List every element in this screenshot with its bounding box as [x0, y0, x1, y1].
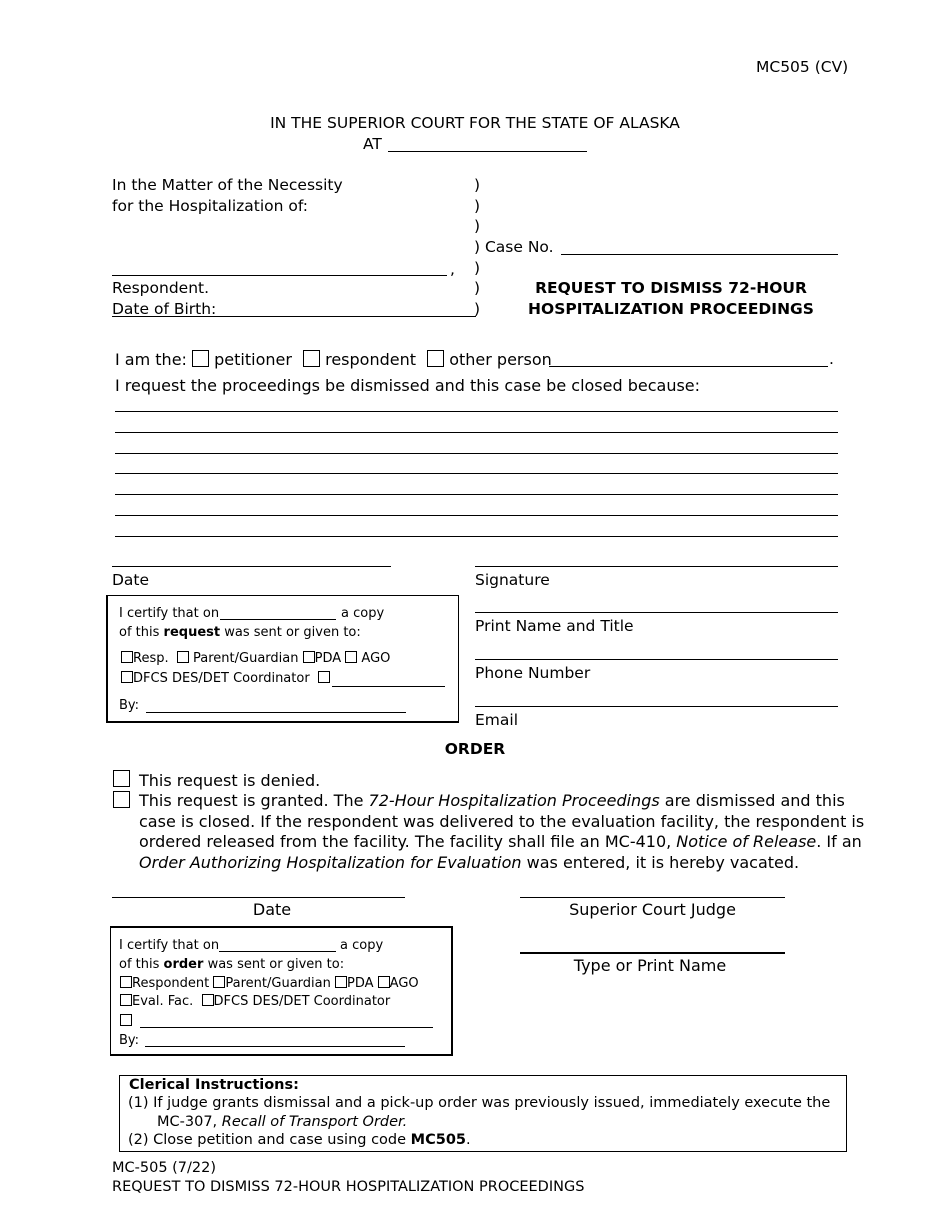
pda-checkbox[interactable]	[303, 651, 315, 663]
by-label: By:	[119, 698, 140, 713]
reason-line[interactable]	[115, 494, 838, 495]
other-recipient-checkbox[interactable]	[318, 671, 330, 683]
other-person-checkbox[interactable]	[427, 350, 444, 367]
i-am-row	[115, 350, 552, 369]
other-recipient-field[interactable]	[332, 686, 445, 687]
period: .	[829, 350, 834, 368]
phone-label: Phone Number	[475, 664, 591, 682]
paren: )	[474, 197, 481, 215]
granted-checkbox[interactable]	[113, 791, 130, 808]
pda-label: PDA	[314, 651, 342, 666]
respondent-option-label: respondent	[325, 350, 417, 369]
granted-text: ordered released from the facility. The facility shall file an MC-410,	[139, 832, 677, 852]
reason-intro: I request the proceedings be dismissed and this case be closed because:	[115, 376, 701, 395]
certify-text: I certify that on	[119, 606, 220, 621]
granted-text: was entered, it is hereby vacated.	[521, 852, 800, 872]
eval-fac-checkbox[interactable]	[120, 994, 132, 1006]
reason-line[interactable]	[115, 473, 838, 474]
paren: )	[474, 300, 481, 318]
reason-line[interactable]	[115, 536, 838, 537]
by-field[interactable]	[145, 1046, 405, 1047]
i-am-label: I am the:	[115, 350, 187, 369]
judge-signature-field[interactable]	[520, 897, 785, 898]
document-title-line1: REQUEST TO DISMISS 72-HOUR	[535, 279, 807, 297]
eval-fac-label: Eval. Fac.	[132, 994, 194, 1009]
email-label: Email	[475, 711, 519, 729]
clerical-text: (2) Close petition and case using code	[128, 1132, 411, 1148]
by-label: By:	[119, 1033, 140, 1048]
resp-checkbox[interactable]	[121, 651, 133, 663]
pda-checkbox[interactable]	[335, 976, 347, 988]
granted-text-italic: Order Authorizing Hospitalization for Evaluation	[139, 852, 522, 872]
matter-line1: In the Matter of the Necessity	[112, 176, 343, 194]
clerical-instructions-box	[119, 1075, 847, 1152]
respondent-name-field[interactable]	[112, 275, 447, 276]
clerical-text-italic: Recall of Transport Order.	[221, 1114, 408, 1130]
parent-label: Parent/Guardian	[193, 651, 299, 666]
paren: )	[474, 259, 481, 277]
certify-text: was sent or given to:	[207, 957, 345, 972]
certify-copy-text: a copy	[341, 606, 385, 621]
signature-label: Signature	[475, 571, 550, 589]
other-person-label: other person	[449, 350, 552, 369]
dfcs-checkbox[interactable]	[121, 671, 133, 683]
clerical-text: MC-307,	[157, 1114, 222, 1130]
respondent-label: Respondent.	[112, 279, 210, 297]
phone-field[interactable]	[475, 659, 838, 660]
ago-label: AGO	[389, 976, 419, 991]
clerical-heading: Clerical Instructions:	[129, 1077, 299, 1093]
clerical-item2	[128, 1132, 471, 1148]
resp-label: Resp.	[133, 651, 169, 666]
granted-text-italic: 72-Hour Hospitalization Proceedings	[368, 791, 660, 810]
dob-field[interactable]	[112, 316, 476, 317]
footer-form-code: MC-505 (7/22)	[112, 1160, 217, 1176]
matter-line2: for the Hospitalization of:	[112, 197, 309, 215]
granted-text: This request is granted. The	[139, 791, 369, 810]
judge-name-field[interactable]	[520, 952, 785, 954]
granted-text: . If an	[816, 832, 862, 852]
reason-line[interactable]	[115, 515, 838, 516]
comma: ,	[450, 260, 455, 278]
paren: )	[474, 176, 481, 194]
ago-checkbox[interactable]	[378, 976, 390, 988]
clerical-text: .	[466, 1132, 471, 1148]
certify-request-box	[106, 595, 459, 723]
document-title-line2: HOSPITALIZATION PROCEEDINGS	[528, 300, 814, 318]
court-title: IN THE SUPERIOR COURT FOR THE STATE OF ALASKA	[270, 114, 680, 132]
other-person-field[interactable]	[549, 366, 828, 367]
print-name-label: Print Name and Title	[475, 617, 634, 635]
granted-text-italic: Notice of Release	[676, 832, 817, 852]
certify-copy-text: a copy	[340, 938, 384, 953]
judge-name-label: Type or Print Name	[573, 956, 727, 975]
reason-line[interactable]	[115, 432, 838, 433]
request-date-field[interactable]	[112, 566, 391, 567]
parent-checkbox[interactable]	[177, 651, 189, 663]
signature-field[interactable]	[475, 566, 838, 567]
certify-order-box	[110, 926, 453, 1056]
form-code: MC505 (CV)	[756, 58, 849, 76]
case-no-label: ) Case No.	[474, 238, 554, 256]
parent-label: Parent/Guardian	[225, 976, 331, 991]
clerical-item1: (1) If judge grants dismissal and a pick-up order was previously issued, immediately execute the	[128, 1095, 831, 1111]
other-recipient-field[interactable]	[140, 1027, 433, 1028]
reason-line[interactable]	[115, 411, 838, 412]
denied-checkbox[interactable]	[113, 770, 130, 787]
judge-label: Superior Court Judge	[569, 900, 736, 919]
other-recipient-checkbox[interactable]	[120, 1014, 132, 1026]
certify-text: of this	[119, 957, 160, 972]
pda-label: PDA	[347, 976, 374, 991]
order-heading: ORDER	[444, 740, 506, 758]
ago-label: AGO	[361, 651, 391, 666]
granted-text: are dismissed and this	[659, 791, 845, 810]
certify-doc-type: request	[163, 625, 221, 640]
denied-label: This request is denied.	[139, 771, 321, 790]
case-no-field[interactable]	[561, 254, 838, 255]
respondent-checkbox[interactable]	[120, 976, 132, 988]
dfcs-label: DFCS DES/DET Coordinator	[133, 671, 310, 686]
respondent-checkbox[interactable]	[303, 350, 320, 367]
petitioner-label: petitioner	[214, 350, 292, 369]
parent-checkbox[interactable]	[213, 976, 225, 988]
dfcs-checkbox[interactable]	[202, 994, 214, 1006]
request-date-label: Date	[112, 571, 150, 589]
order-date-label: Date	[252, 900, 292, 919]
ago-checkbox[interactable]	[345, 651, 357, 663]
court-at-label: AT	[363, 135, 382, 153]
paren: )	[474, 217, 481, 235]
email-field[interactable]	[475, 706, 838, 707]
certify-text: I certify that on	[119, 938, 220, 953]
clerical-item1-cont	[157, 1114, 407, 1130]
respondent-label: Respondent	[132, 976, 210, 991]
by-field[interactable]	[146, 712, 406, 713]
footer-form-title: REQUEST TO DISMISS 72-HOUR HOSPITALIZATION PROCEEDINGS	[112, 1179, 585, 1195]
granted-text: case is closed. If the respondent was delivered to the evaluation facility, the respondent is	[139, 811, 865, 831]
certify-order-date-field[interactable]	[219, 951, 336, 952]
dob-label: Date of Birth:	[112, 300, 217, 318]
dfcs-label: DFCS DES/DET Coordinator	[213, 994, 391, 1009]
certify-text: of this	[119, 625, 160, 640]
petitioner-checkbox[interactable]	[192, 350, 209, 367]
paren: )	[474, 279, 481, 297]
certify-text: was sent or given to:	[224, 625, 361, 640]
order-date-field[interactable]	[112, 897, 405, 898]
print-name-field[interactable]	[475, 612, 838, 613]
granted-paragraph	[139, 791, 864, 873]
certify-doc-type: order	[163, 957, 204, 972]
reason-line[interactable]	[115, 453, 838, 454]
court-location-field[interactable]	[388, 151, 587, 152]
certify-date-field[interactable]	[220, 619, 336, 620]
clerical-code: MC505	[410, 1132, 467, 1148]
